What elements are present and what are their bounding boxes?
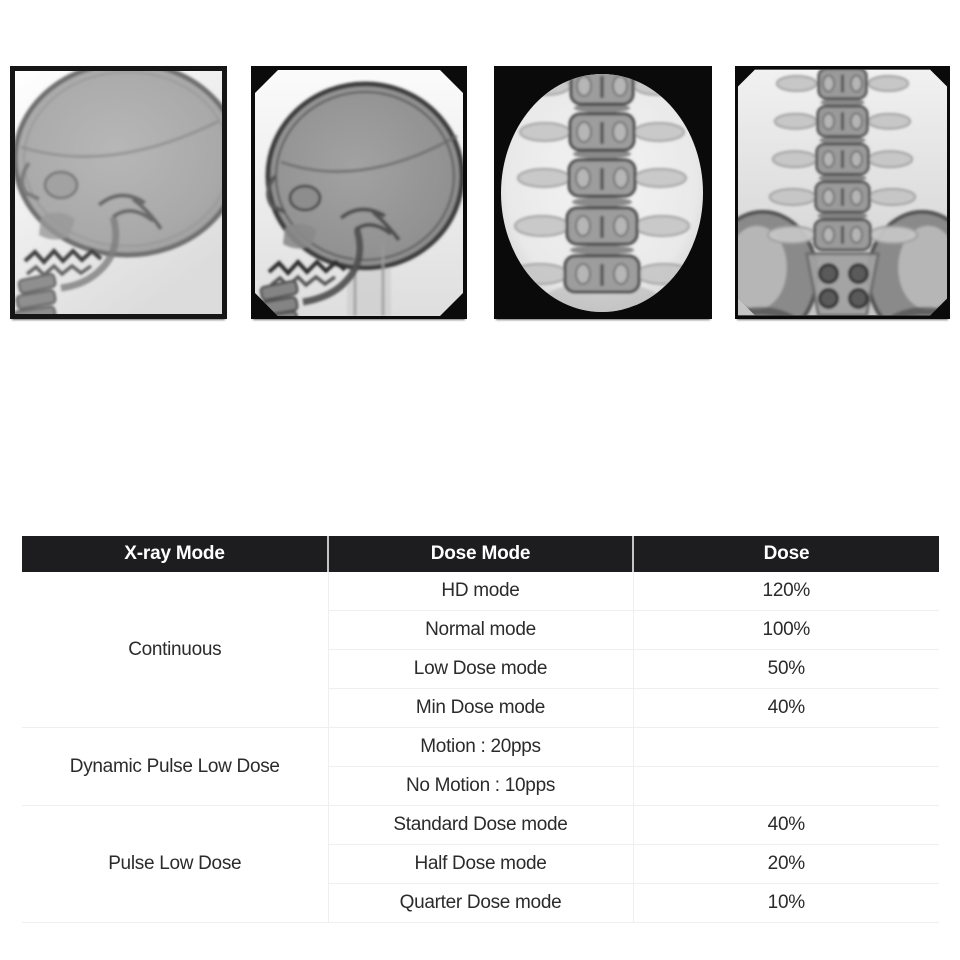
cell-dose-mode: HD mode	[328, 572, 633, 611]
skull-lateral-xray-graphic-2	[251, 66, 467, 319]
cell-xray-mode-dynamic-pulse: Dynamic Pulse Low Dose	[22, 728, 328, 806]
table-row	[22, 572, 939, 611]
dose-mode-table	[22, 536, 939, 923]
cell-xray-mode-pulse-low-dose: Pulse Low Dose	[22, 806, 328, 923]
cell-dose: 40%	[633, 806, 939, 845]
cell-dose-mode: Low Dose mode	[328, 650, 633, 689]
xray-image-skull-lateral-1	[10, 66, 227, 319]
table-row	[22, 728, 939, 767]
cell-dose-mode: Min Dose mode	[328, 689, 633, 728]
xray-image-skull-lateral-2	[251, 66, 467, 319]
column-header-dose: Dose	[633, 536, 939, 572]
cell-dose	[633, 728, 939, 767]
cell-dose-mode: Normal mode	[328, 611, 633, 650]
cell-dose-mode: Quarter Dose mode	[328, 884, 633, 923]
cell-dose: 10%	[633, 884, 939, 923]
cell-dose-mode: No Motion : 10pps	[328, 767, 633, 806]
lumbar-spine-fluoro-graphic	[494, 66, 712, 319]
column-header-dose-mode: Dose Mode	[328, 536, 633, 572]
cell-dose-mode: Half Dose mode	[328, 845, 633, 884]
cell-xray-mode-continuous: Continuous	[22, 572, 328, 728]
lumbar-pelvis-xray-graphic	[735, 66, 950, 319]
cell-dose: 20%	[633, 845, 939, 884]
cell-dose: 40%	[633, 689, 939, 728]
cell-dose: 50%	[633, 650, 939, 689]
cell-dose: 120%	[633, 572, 939, 611]
cell-dose: 100%	[633, 611, 939, 650]
table-row	[22, 806, 939, 845]
table-header-row	[22, 536, 939, 572]
xray-image-lumbar-fluoro-circle	[494, 66, 712, 319]
cell-dose-mode: Motion : 20pps	[328, 728, 633, 767]
xray-image-lumbar-pelvis	[735, 66, 950, 319]
skull-lateral-xray-graphic-1	[15, 71, 222, 314]
cell-dose	[633, 767, 939, 806]
column-header-xray-mode: X-ray Mode	[22, 536, 328, 572]
cell-dose-mode: Standard Dose mode	[328, 806, 633, 845]
